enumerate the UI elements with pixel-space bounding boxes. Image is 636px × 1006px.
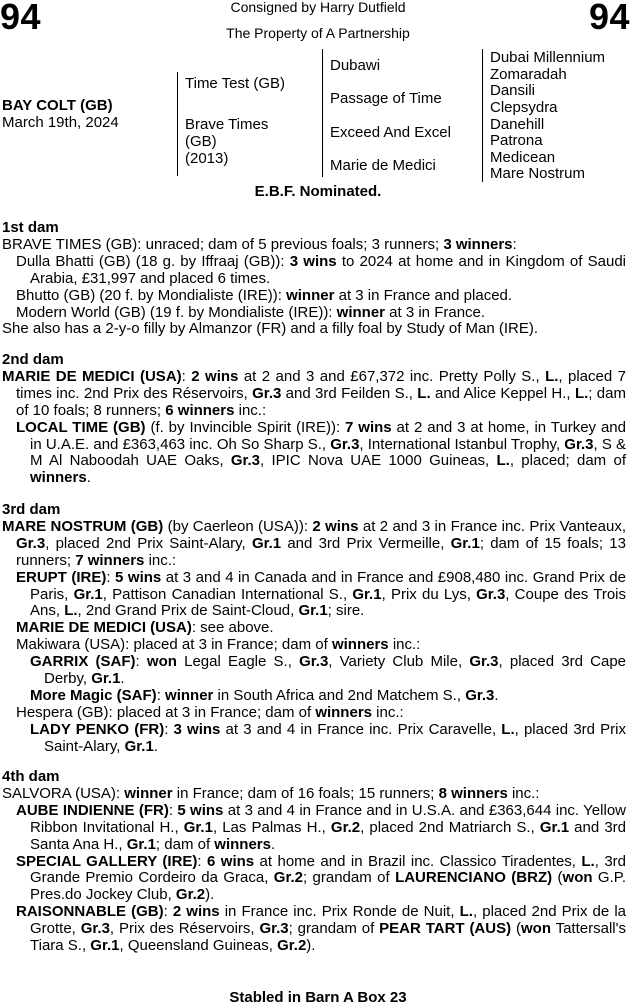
progeny-entry: RAISONNABLE (GB): 2 wins in France inc. Prix Ronde de Nuit, L., placed 2nd Prix de la Grotte, Gr.3, Prix des Réservoirs, Gr.3; grandam of PEAR TART (AUS) (won Tattersall's Tiara S., Gr.1, Queensland Guineas, Gr.2). bbox=[16, 903, 626, 955]
g3-6: Patrona bbox=[490, 132, 543, 149]
progeny-entry: Bhutto (GB) (20 f. by Mondialiste (IRE)): winner at 3 in France and placed. bbox=[16, 286, 513, 304]
g2-3: Exceed And Excel bbox=[330, 124, 451, 141]
progeny-entry: MARIE DE MEDICI (USA): see above. bbox=[16, 619, 274, 637]
grandprogeny-entry: GARRIX (SAF): won Legal Eagle S., Gr.3, Variety Club Mile, Gr.3, placed 3rd Cape Derby, Gr.1. bbox=[30, 653, 627, 688]
g2-1: Dubawi bbox=[330, 57, 381, 74]
section-3rd-dam bbox=[2, 502, 626, 756]
sire-name: Time Test (GB) bbox=[185, 75, 286, 92]
progeny-entry: LOCAL TIME (GB) (f. by Invincible Spirit (IRE)): 7 wins at 2 and 3 at home, in Turkey and in U.A.E. and £363,463 inc. Oh So Sharp S., Gr.3, International Istanbul Trophy, Gr.3, S & M Al Naboodah UAE Oaks, Gr.3, IPIC Nova UAE 1000 Guineas, L., placed; dam of winners. bbox=[16, 418, 627, 487]
progeny-entry: ERUPT (IRE): 5 wins at 3 and 4 in Canada and in France and £908,480 inc. Grand Prix de Paris, Gr.1, Pattison Canadian International S., Gr.1, Prix du Lys, Gr.3, Coupe des Trois Ans, L., 2nd Grand Prix de Saint-Cloud, Gr.1; sire. bbox=[16, 568, 627, 620]
section-2nd-dam bbox=[2, 352, 626, 487]
pedigree-bracket-2 bbox=[322, 49, 323, 177]
dam-entry: MARIE DE MEDICI (USA): 2 wins at 2 and 3 and £67,372 inc. Pretty Polly S., L., placed 7 times inc. 2nd Prix des Réservoirs, Gr.3 and 3rd Feilden S., L. and Alice Keppel H., L.; dam of 10 foals; 8 runners; 6 winners inc.: bbox=[2, 367, 626, 419]
progeny-entry: SPECIAL GALLERY (IRE): 6 wins at home and in Brazil inc. Classico Tiradentes, L., 3rd Grande Premio Cordeiro da Graca, Gr.2; grandam of LAURENCIANO (BRZ) (won G.P. Pres.do Jockey Club, Gr.2). bbox=[16, 852, 627, 904]
section-heading: 2nd dam bbox=[2, 351, 64, 368]
lot-number-right: 94 bbox=[588, 0, 630, 37]
lot-number-left: 94 bbox=[0, 0, 42, 37]
section-1st-dam bbox=[2, 220, 626, 338]
g3-7: Medicean bbox=[490, 149, 556, 166]
progeny-entry: Modern World (GB) (19 f. by Mondialiste (IRE)): winner at 3 in France. bbox=[16, 303, 486, 321]
dam-entry: BRAVE TIMES (GB): unraced; dam of 5 previous foals; 3 runners; 3 winners: bbox=[2, 235, 517, 253]
horse-name: BAY COLT (GB) bbox=[2, 97, 113, 114]
dam-entry: MARE NOSTRUM (GB) (by Caerleon (USA)): 2 wins at 2 and 3 in France inc. Prix Vanteaux, Gr.3, placed 2nd Prix Saint-Alary, Gr.1 and 3rd Prix Vermeille, Gr.1; dam of 15 foals; 13 runners; 7 winners inc.: bbox=[2, 517, 627, 569]
consignor: Consigned by Harry Dutfield bbox=[230, 0, 406, 15]
progeny-entry: Makiwara (USA): placed at 3 in France; dam of winners inc.: bbox=[16, 636, 421, 654]
pedigree-bracket-3 bbox=[482, 49, 483, 182]
horse-dob: March 19th, 2024 bbox=[2, 114, 119, 131]
section-heading: 4th dam bbox=[2, 768, 60, 785]
property-line: The Property of A Partnership bbox=[226, 25, 410, 41]
grandprogeny-entry: LADY PENKO (FR): 3 wins at 3 and 4 in France inc. Prix Caravelle, L., placed 3rd Prix Saint-Alary, Gr.1. bbox=[30, 720, 626, 755]
dam-name: Brave Times (GB) (2013) bbox=[185, 116, 269, 167]
progeny-entry: Hespera (GB): placed at 3 in France; dam of winners inc.: bbox=[16, 703, 404, 721]
dam-entry: SALVORA (USA): winner in France; dam of 16 foals; 15 runners; 8 winners inc.: bbox=[2, 784, 540, 802]
g3-2: Zomaradah bbox=[490, 66, 567, 83]
stabling-info: Stabled in Barn A Box 23 bbox=[229, 989, 407, 1006]
g3-3: Dansili bbox=[490, 82, 536, 99]
g3-5: Danehill bbox=[490, 116, 545, 133]
additional-note: She also has a 2-y-o filly by Almanzor (FR) and a filly foal by Study of Man (IRE). bbox=[2, 320, 539, 338]
section-heading: 3rd dam bbox=[2, 501, 61, 518]
g3-1: Dubai Millennium bbox=[490, 49, 606, 66]
g3-8: Mare Nostrum bbox=[490, 165, 586, 182]
progeny-entry: Dulla Bhatti (GB) (18 g. by Iffraaj (GB)): 3 wins to 2024 at home and in Kingdom of Saudi Arabia, £31,997 and placed 6 times. bbox=[16, 252, 626, 287]
section-4th-dam bbox=[2, 769, 626, 955]
section-heading: 1st dam bbox=[2, 219, 59, 236]
grandprogeny-entry: More Magic (SAF): winner in South Africa and 2nd Matchem S., Gr.3. bbox=[30, 686, 499, 704]
g2-2: Passage of Time bbox=[330, 90, 442, 107]
g3-4: Clepsydra bbox=[490, 99, 558, 116]
pedigree-bracket-1 bbox=[177, 72, 178, 176]
ebf-nominated: E.B.F. Nominated. bbox=[254, 183, 382, 200]
progeny-entry: AUBE INDIENNE (FR): 5 wins at 3 and 4 in France and in U.S.A. and £363,644 inc. Yellow Ribbon Invitational H., Gr.1, Las Palmas H., Gr.2, placed 2nd Matriarch S., Gr.1 and 3rd Santa Ana H., Gr.1; dam of winners. bbox=[16, 801, 626, 853]
g2-4: Marie de Medici bbox=[330, 157, 436, 174]
